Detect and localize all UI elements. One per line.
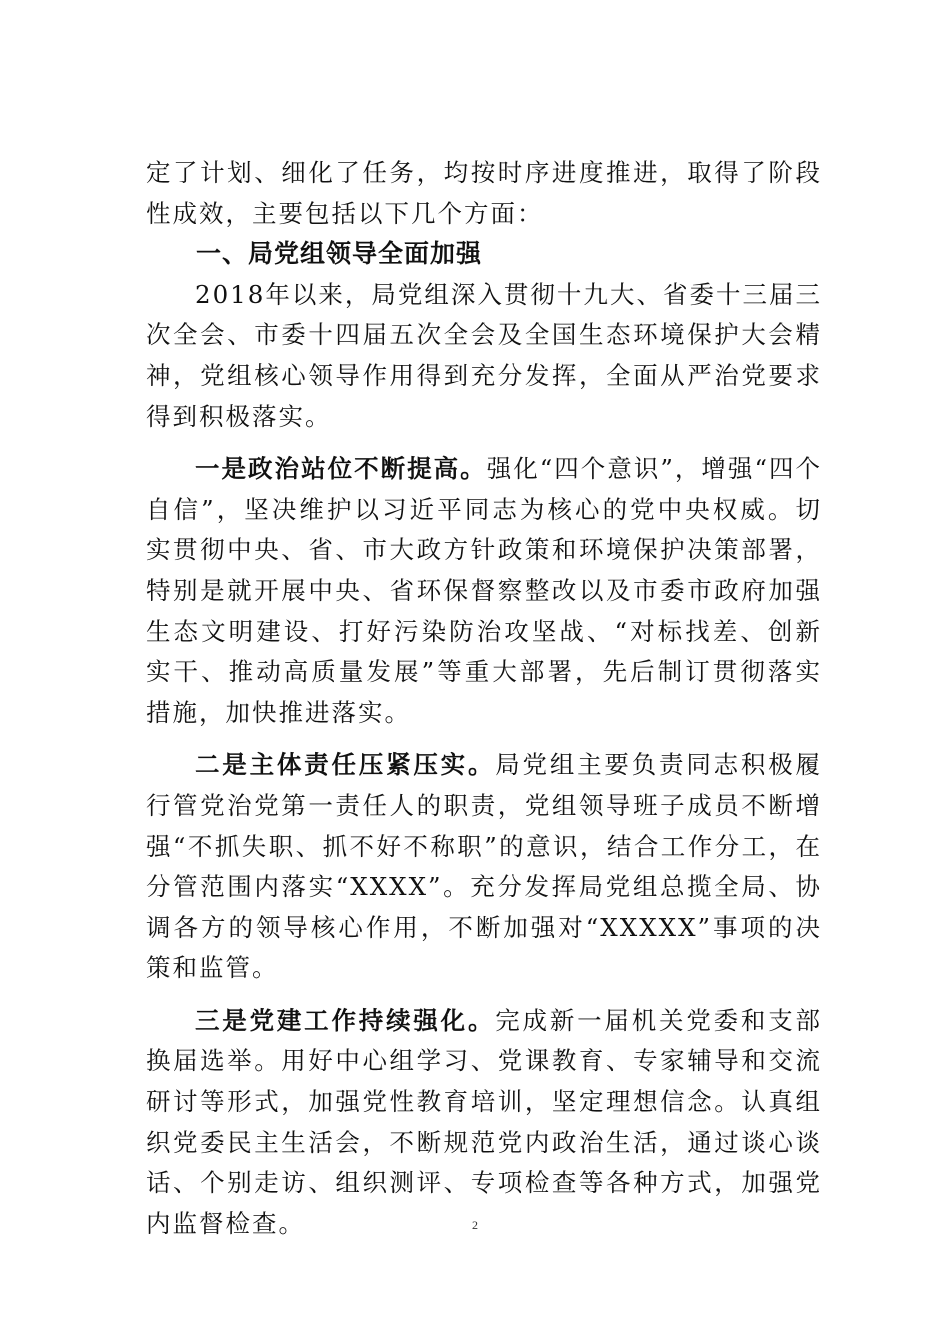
- section-heading: 一、局党组领导全面加强: [196, 239, 483, 269]
- continuation-paragraph: 定了计划、细化了任务，均按时序进度推进，取得了阶段性成效，主要包括以下几个方面：: [146, 158, 822, 228]
- document-body: [146, 153, 822, 1244]
- point-lead-1: 一是政治站位不断提高。: [195, 454, 487, 484]
- point-lead-3: 三是党建工作持续强化。: [195, 1005, 496, 1035]
- point-text-2: 局党组主要负责同志积极履行管党治党第一责任人的职责，党组领导班子成员不断增强“不抓失职、抓不好不称职”的意识，结合工作分工，在分管范围内落实“XXXX”。充分发挥局党组总揽全局、协调各方的领导核心作用，不断加强对“XXXXX”事项的决策和监管。: [146, 750, 822, 983]
- point-paragraph-1: [146, 449, 822, 733]
- point-text-3: 完成新一届机关党委和支部换届选举。用好中心组学习、党课教育、专家辅导和交流研讨等形式，加强党性教育培训，坚定理想信念。认真组织党委民主生活会，不断规范党内政治生活，通过谈心谈话、个别走访、组织测评、专项检查等各种方式，加强党内监督检查。: [146, 1005, 822, 1238]
- point-lead-2: 二是主体责任压紧压实。: [195, 750, 496, 780]
- point-paragraph-3: [146, 1001, 822, 1245]
- point-paragraph-2: [146, 745, 822, 989]
- page-number: 2: [472, 1218, 478, 1232]
- intro-paragraph: 2018年以来，局党组深入贯彻十九大、省委十三届三次全会、市委十四届五次全会及全国生态环境保护大会精神，党组核心领导作用得到充分发挥，全面从严治党要求得到积极落实。: [146, 279, 822, 431]
- point-text-1: 强化“四个意识”，增强“四个自信”，坚决维护以习近平同志为核心的党中央权威。切实贯彻中央、省、市大政方针政策和环境保护决策部署，特别是就开展中央、省环保督察整改以及市委市政府加强生态文明建设、打好污染防治攻坚战、“对标找差、创新实干、推动高质量发展”等重大部署，先后制订贯彻落实措施，加快推进落实。: [146, 454, 823, 727]
